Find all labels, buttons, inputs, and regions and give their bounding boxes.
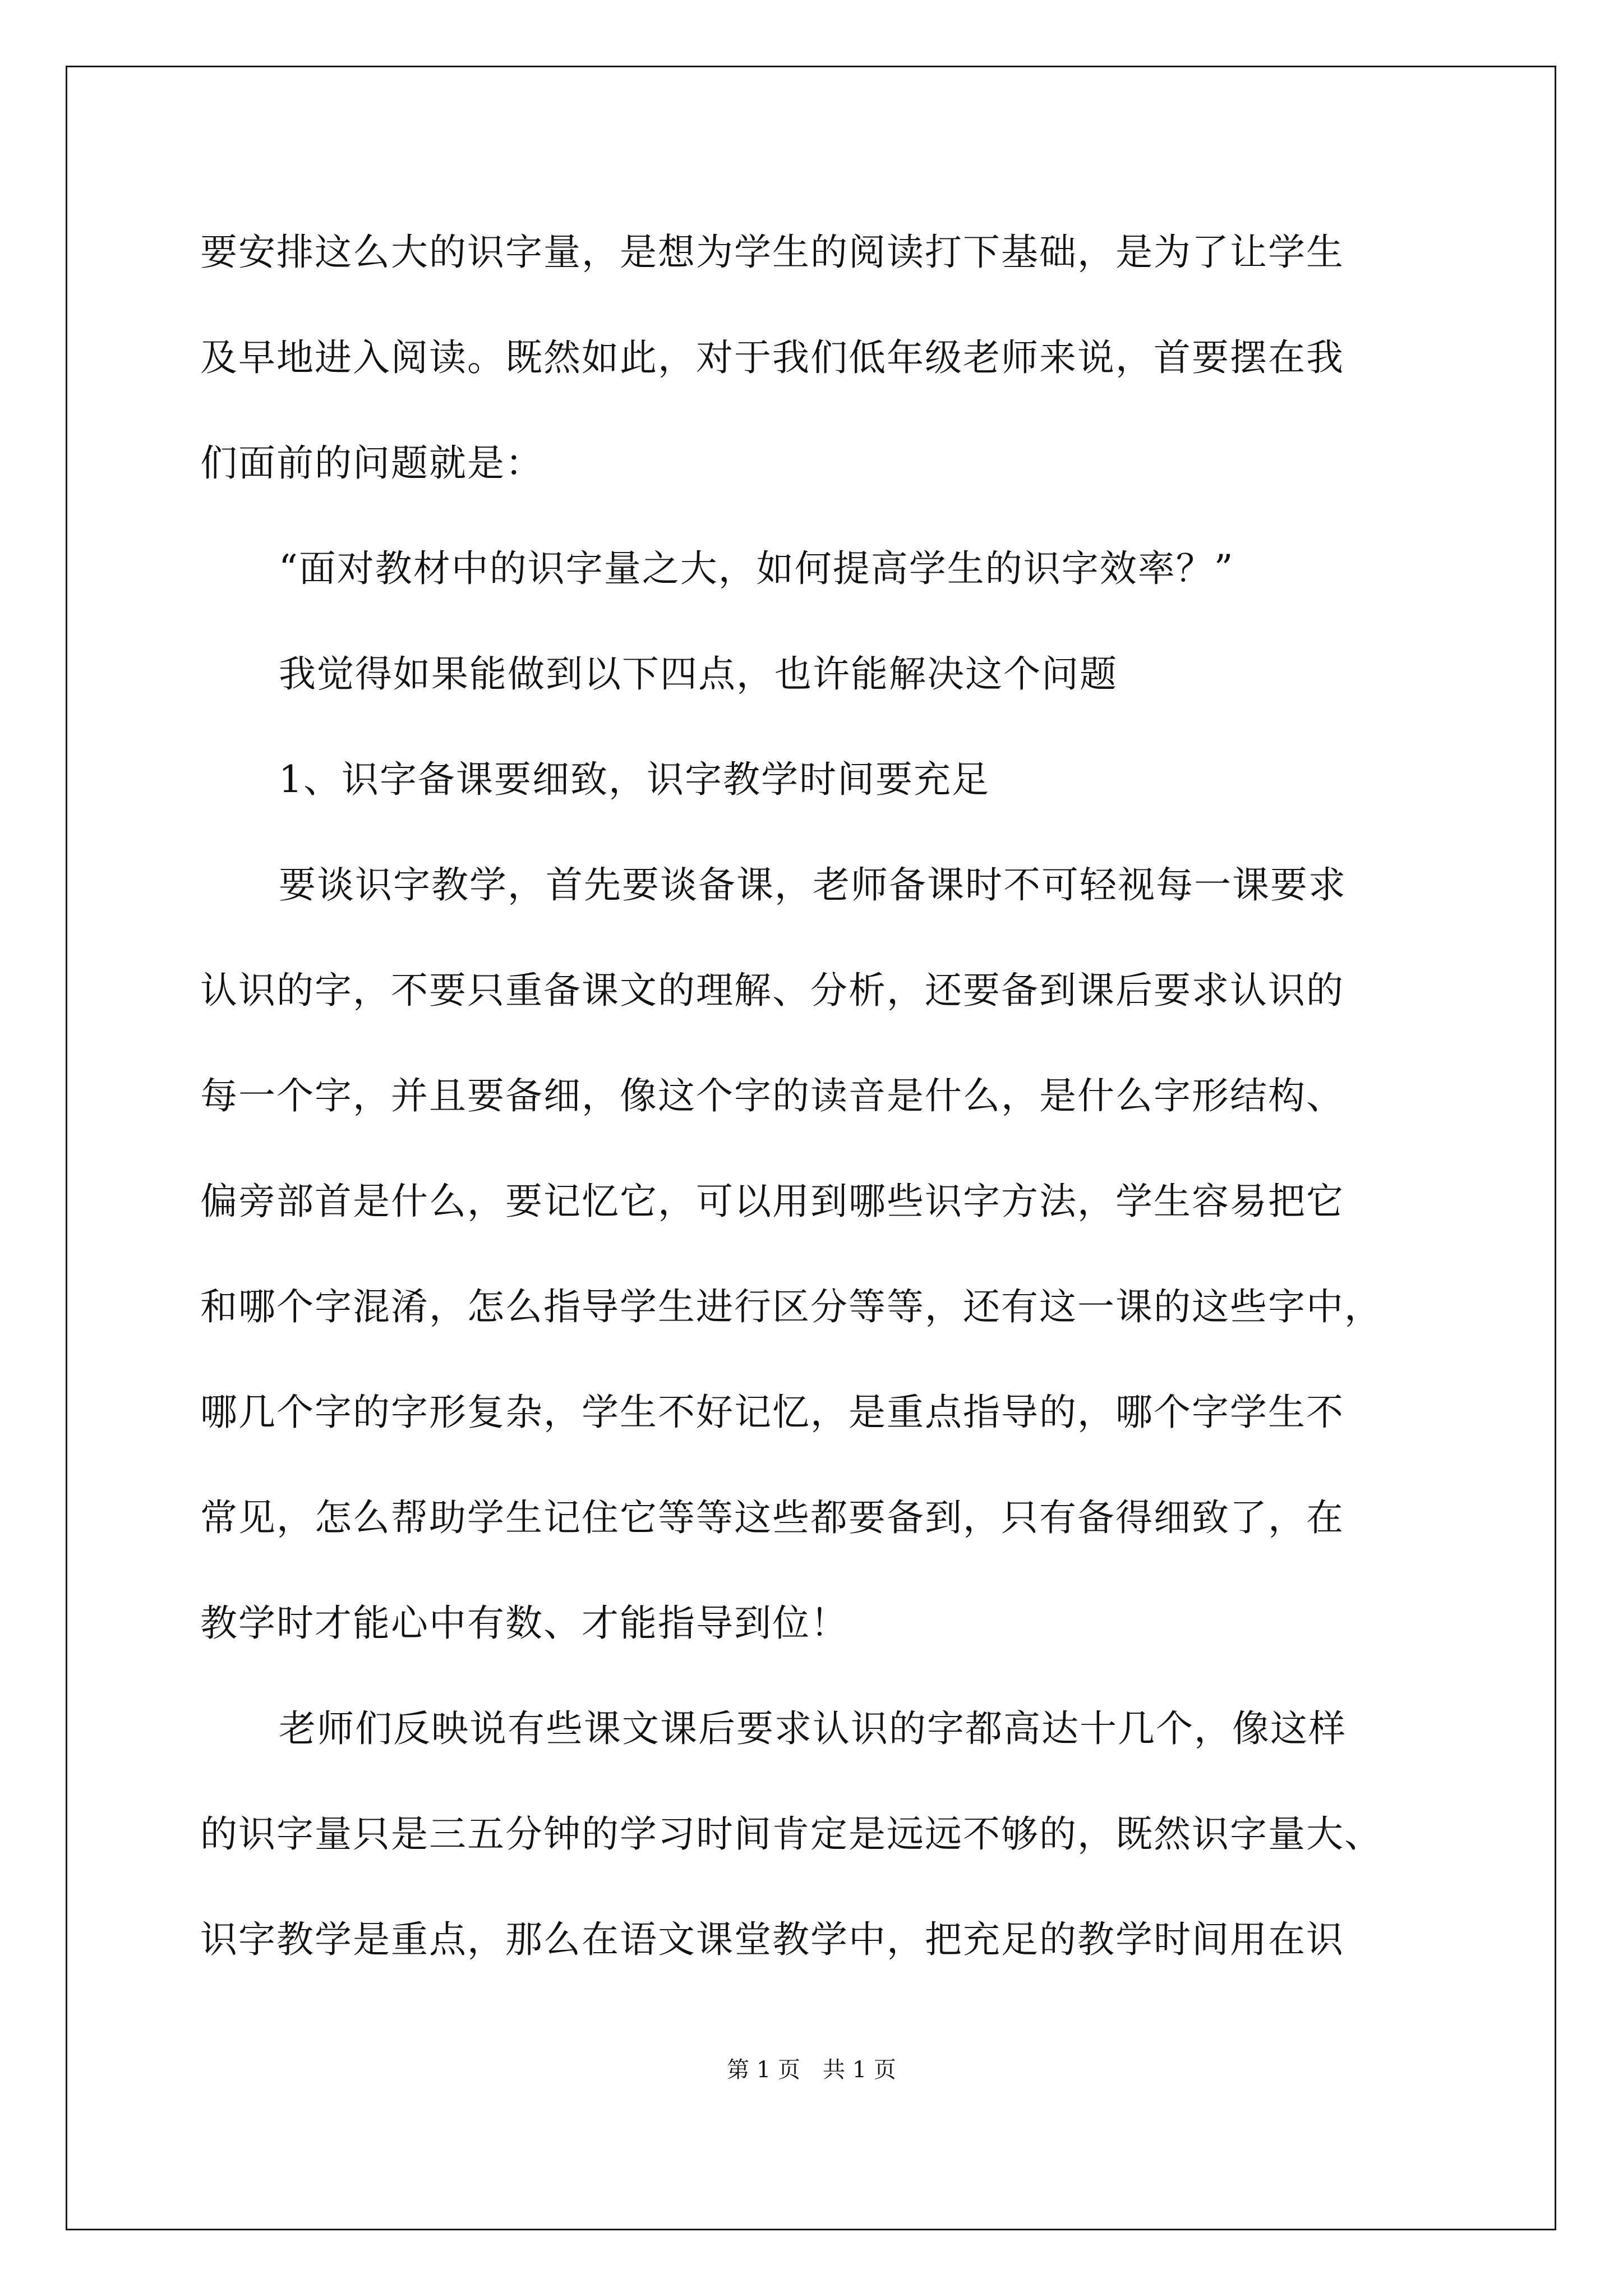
text-line: 每一个字，并且要备细，像这个字的读音是什么，是什么字形结构、	[200, 1074, 1344, 1117]
text-line: 要谈识字教学，首先要谈备课，老师备课时不可轻视每一课要求	[279, 863, 1347, 907]
text-line: 老师们反映说有些课文课后要求认识的字都高达十几个，像这样	[279, 1707, 1347, 1750]
text-line: 识字教学是重点，那么在语文课堂教学中，把充足的教学时间用在识	[200, 1918, 1344, 1961]
text-line: “面对教材中的识字量之大，如何提高学生的识字效率？”	[279, 547, 1234, 590]
text-line: 常见，怎么帮助学生记住它等等这些都要备到，只有备得细致了，在	[200, 1496, 1344, 1539]
text-line: 哪几个字的字形复杂，学生不好记忆，是重点指导的，哪个字学生不	[200, 1391, 1344, 1434]
text-line: 和哪个字混淆，怎么指导学生进行区分等等，还有这一课的这些字中，	[200, 1285, 1382, 1328]
page-number-footer: 第 1 页 共 1 页	[727, 2057, 896, 2083]
text-line: 教学时才能心中有数、才能指导到位！	[200, 1602, 849, 1645]
text-line: 偏旁部首是什么，要记忆它，可以用到哪些识字方法，学生容易把它	[200, 1180, 1344, 1223]
section-heading: 1、识字备课要细致，识字教学时间要充足	[279, 758, 990, 801]
text-line: 要安排这么大的识字量，是想为学生的阅读打下基础，是为了让学生	[200, 231, 1344, 274]
text-line: 及早地进入阅读。既然如此，对于我们低年级老师来说，首要摆在我	[200, 336, 1344, 379]
text-line: 的识字量只是三五分钟的学习时间肯定是远远不够的，既然识字量大、	[200, 1812, 1382, 1856]
document-body	[200, 219, 1434, 2012]
text-line: 们面前的问题就是：	[200, 441, 543, 485]
text-line: 我觉得如果能做到以下四点，也许能解决这个问题	[279, 652, 1118, 696]
text-line: 认识的字，不要只重备课文的理解、分析，还要备到课后要求认识的	[200, 969, 1344, 1012]
